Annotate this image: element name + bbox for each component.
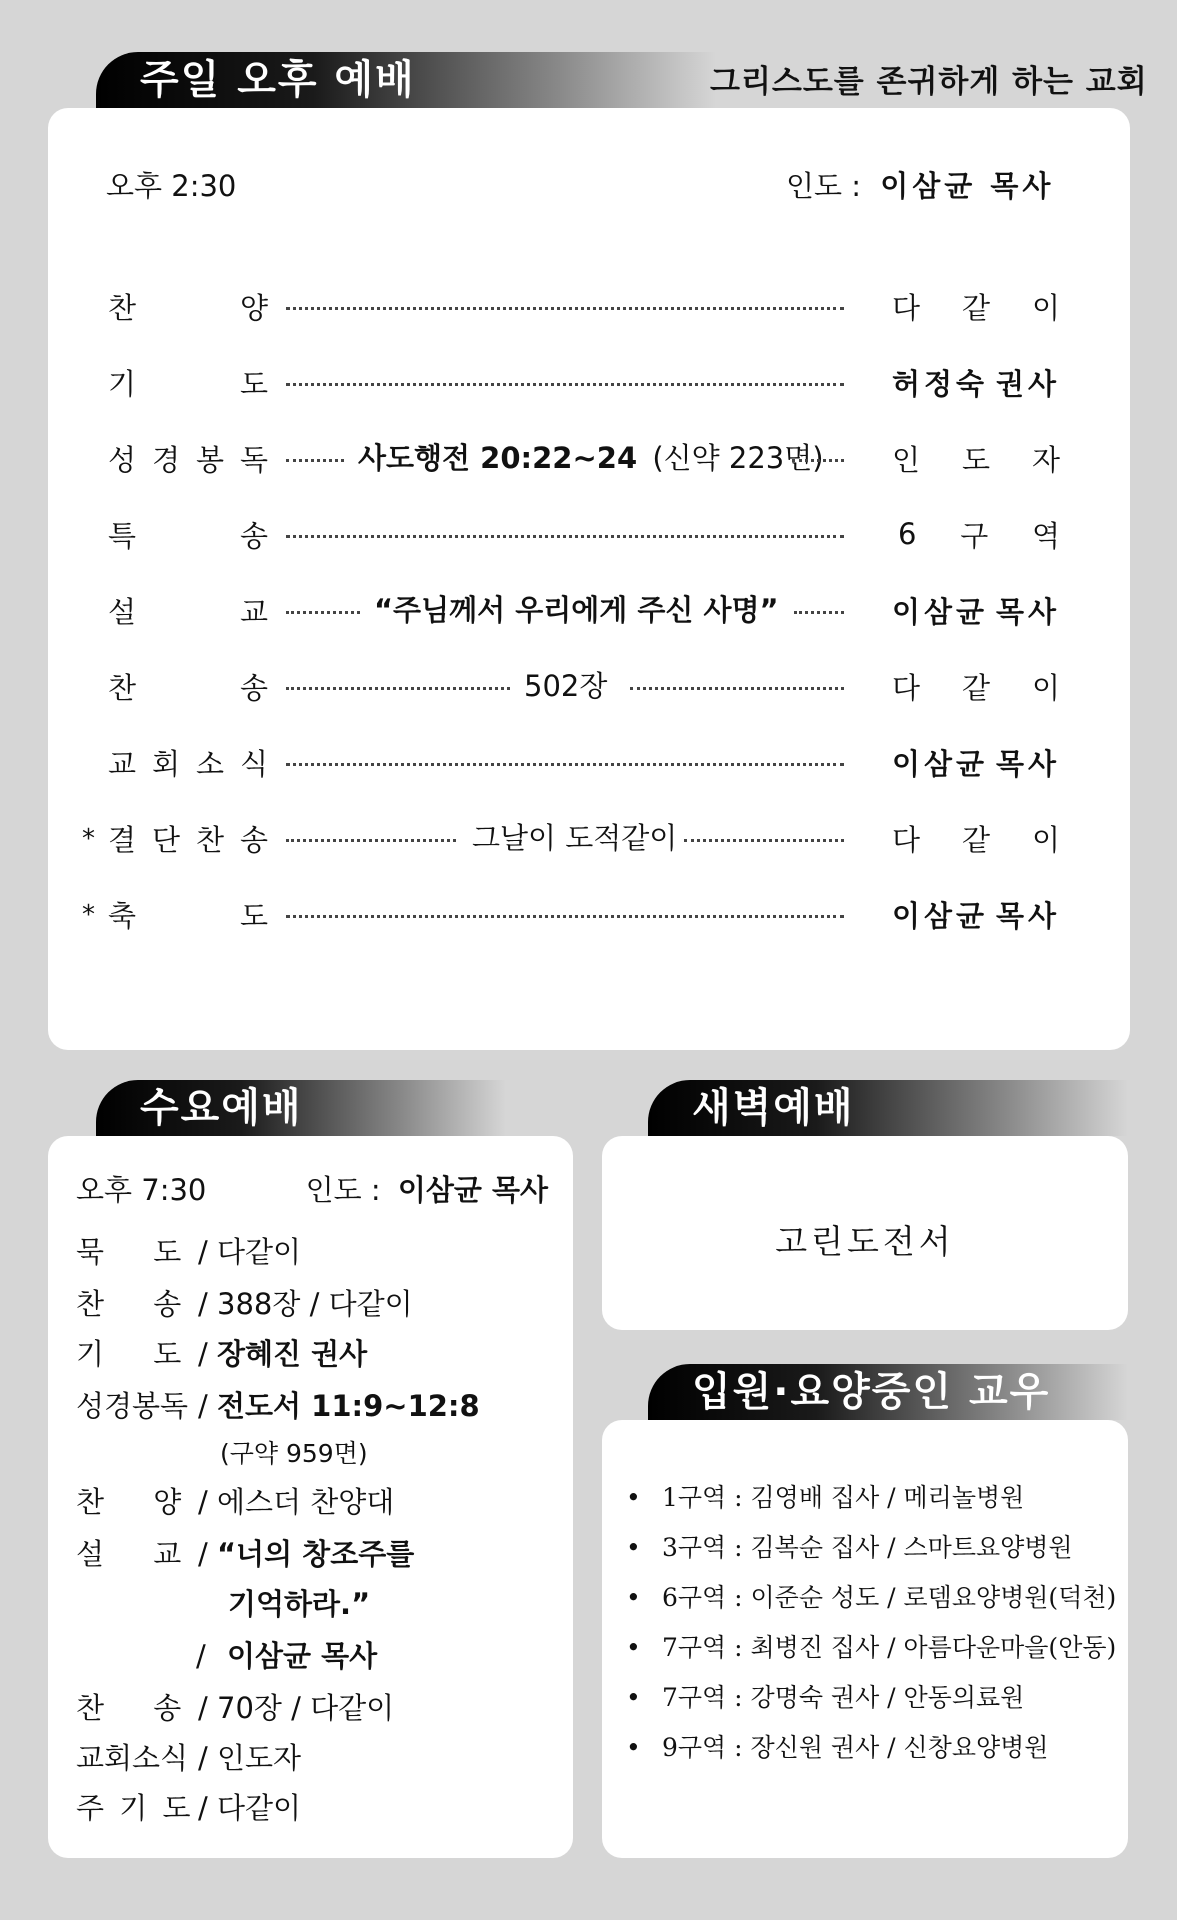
order-who: 이삼균 목사 [892, 746, 1060, 781]
list-item: • 7구역 : 강명숙 권사 / 안동의료원 [626, 1683, 1025, 1712]
hymn-number: 502장 [524, 669, 608, 703]
leader-dots [286, 762, 844, 766]
sunday-title: 주일 오후 예배 [140, 57, 416, 103]
leader-dots [286, 382, 844, 386]
order-label: 찬 송 [108, 670, 268, 705]
sunday-card [48, 108, 1130, 1050]
order-label: 축 도 [108, 898, 268, 933]
sunday-time: 오후 2:30 [106, 169, 237, 203]
leader-dots [286, 610, 360, 614]
list-item: • 3구역 : 김복순 집사 / 스마트요양병원 [626, 1533, 1073, 1562]
leader-dots [286, 306, 844, 310]
wednesday-card [48, 1136, 573, 1858]
wednesday-item: 찬 송 / 70장 / 다같이 [76, 1691, 395, 1725]
hospital-tab [648, 1364, 1128, 1420]
list-item: • 7구역 : 최병진 집사 / 아름다운마을(안동) [626, 1633, 1117, 1662]
list-item: • 1구역 : 김영배 집사 / 메리놀병원 [626, 1483, 1025, 1512]
wednesday-item: (구약 959면) [220, 1439, 368, 1468]
dawn-title: 새벽예배 [692, 1085, 855, 1131]
order-label: 설 교 [108, 594, 268, 629]
order-row [48, 438, 1128, 478]
order-who: 다 같 이 [892, 822, 1060, 857]
order-who: 다 같 이 [892, 290, 1060, 325]
order-label: 특 송 [108, 518, 268, 553]
wednesday-item: / 이삼균 목사 [196, 1639, 378, 1673]
order-label: 기 도 [108, 366, 268, 401]
order-label: 성 경 봉 독 [108, 442, 268, 477]
order-who: 다 같 이 [892, 670, 1060, 705]
order-label: 결 단 찬 송 [108, 822, 268, 857]
order-row [48, 514, 1128, 554]
order-who: 허정숙 권사 [892, 366, 1060, 401]
sunday-tab [96, 52, 716, 108]
sunday-leader [786, 164, 1054, 205]
order-row [48, 286, 1128, 326]
sermon-title: “주님께서 우리에게 주신 사명” [374, 593, 779, 627]
wednesday-time: 오후 7:30 [76, 1173, 207, 1207]
church-slogan: 그리스도를 존귀하게 하는 교회 [710, 64, 1148, 100]
order-label: 교 회 소 식 [108, 746, 268, 781]
order-row [48, 590, 1128, 630]
leader-dots [286, 838, 456, 842]
list-item: • 6구역 : 이준순 성도 / 로뎀요양병원(덕천) [626, 1583, 1117, 1612]
wednesday-leader-name: 이삼균 목사 [397, 1173, 549, 1207]
wednesday-tab [96, 1080, 506, 1136]
leader-dots [684, 838, 844, 842]
wednesday-item: 성경봉독 / 전도서 11:9~12:8 [76, 1389, 480, 1423]
order-who: 인 도 자 [892, 442, 1060, 477]
dawn-tab [648, 1080, 1128, 1136]
dawn-card [602, 1136, 1128, 1330]
wednesday-item: 주 기 도 / 다같이 [76, 1791, 302, 1825]
order-row [48, 362, 1128, 402]
wednesday-leader-label: 인도 : [305, 1173, 381, 1207]
sunday-leader-name: 이삼균 목사 [880, 169, 1055, 203]
wednesday-item: 찬 양 / 에스더 찬양대 [76, 1485, 395, 1519]
leader-dots [286, 914, 844, 918]
hymn-title: 그날이 도적같이 [472, 821, 678, 855]
standing-mark: * [82, 900, 95, 930]
leader-dots [794, 610, 844, 614]
wednesday-item: 기 도 / 장혜진 권사 [76, 1337, 368, 1371]
standing-mark: * [82, 824, 95, 854]
hospital-card [602, 1420, 1128, 1858]
wednesday-item: 설 교 / “너의 창조주를 [76, 1537, 415, 1571]
order-row [48, 742, 1128, 782]
order-who: 6 구 역 [898, 517, 1060, 553]
leader-dots [286, 686, 510, 690]
hospital-title: 입원·요양중인 교우 [692, 1369, 1051, 1415]
order-row [48, 666, 1128, 706]
wednesday-item: 묵 도 / 다같이 [76, 1235, 302, 1269]
order-label: 찬 양 [108, 290, 268, 325]
order-row [48, 818, 1128, 858]
wednesday-title: 수요예배 [140, 1085, 303, 1131]
wednesday-item: 교회소식 / 인도자 [76, 1741, 302, 1775]
wednesday-item: 기억하라.” [228, 1587, 371, 1621]
order-row [48, 894, 1128, 934]
order-scripture: 사도행전 20:22~24 (신약 223면) [358, 441, 824, 475]
wednesday-item: 찬 송 / 388장 / 다같이 [76, 1287, 413, 1321]
list-item: • 9구역 : 장신원 권사 / 신창요양병원 [626, 1733, 1049, 1762]
leader-dots [286, 458, 344, 462]
order-who: 이삼균 목사 [892, 898, 1060, 933]
leader-dots [792, 458, 844, 462]
dawn-book: 고린도전서 [775, 1222, 955, 1261]
order-who: 이삼균 목사 [892, 594, 1060, 629]
leader-dots [286, 534, 844, 538]
wednesday-header [76, 1168, 548, 1209]
leader-dots [630, 686, 844, 690]
sunday-leader-label: 인도 : [786, 169, 862, 203]
